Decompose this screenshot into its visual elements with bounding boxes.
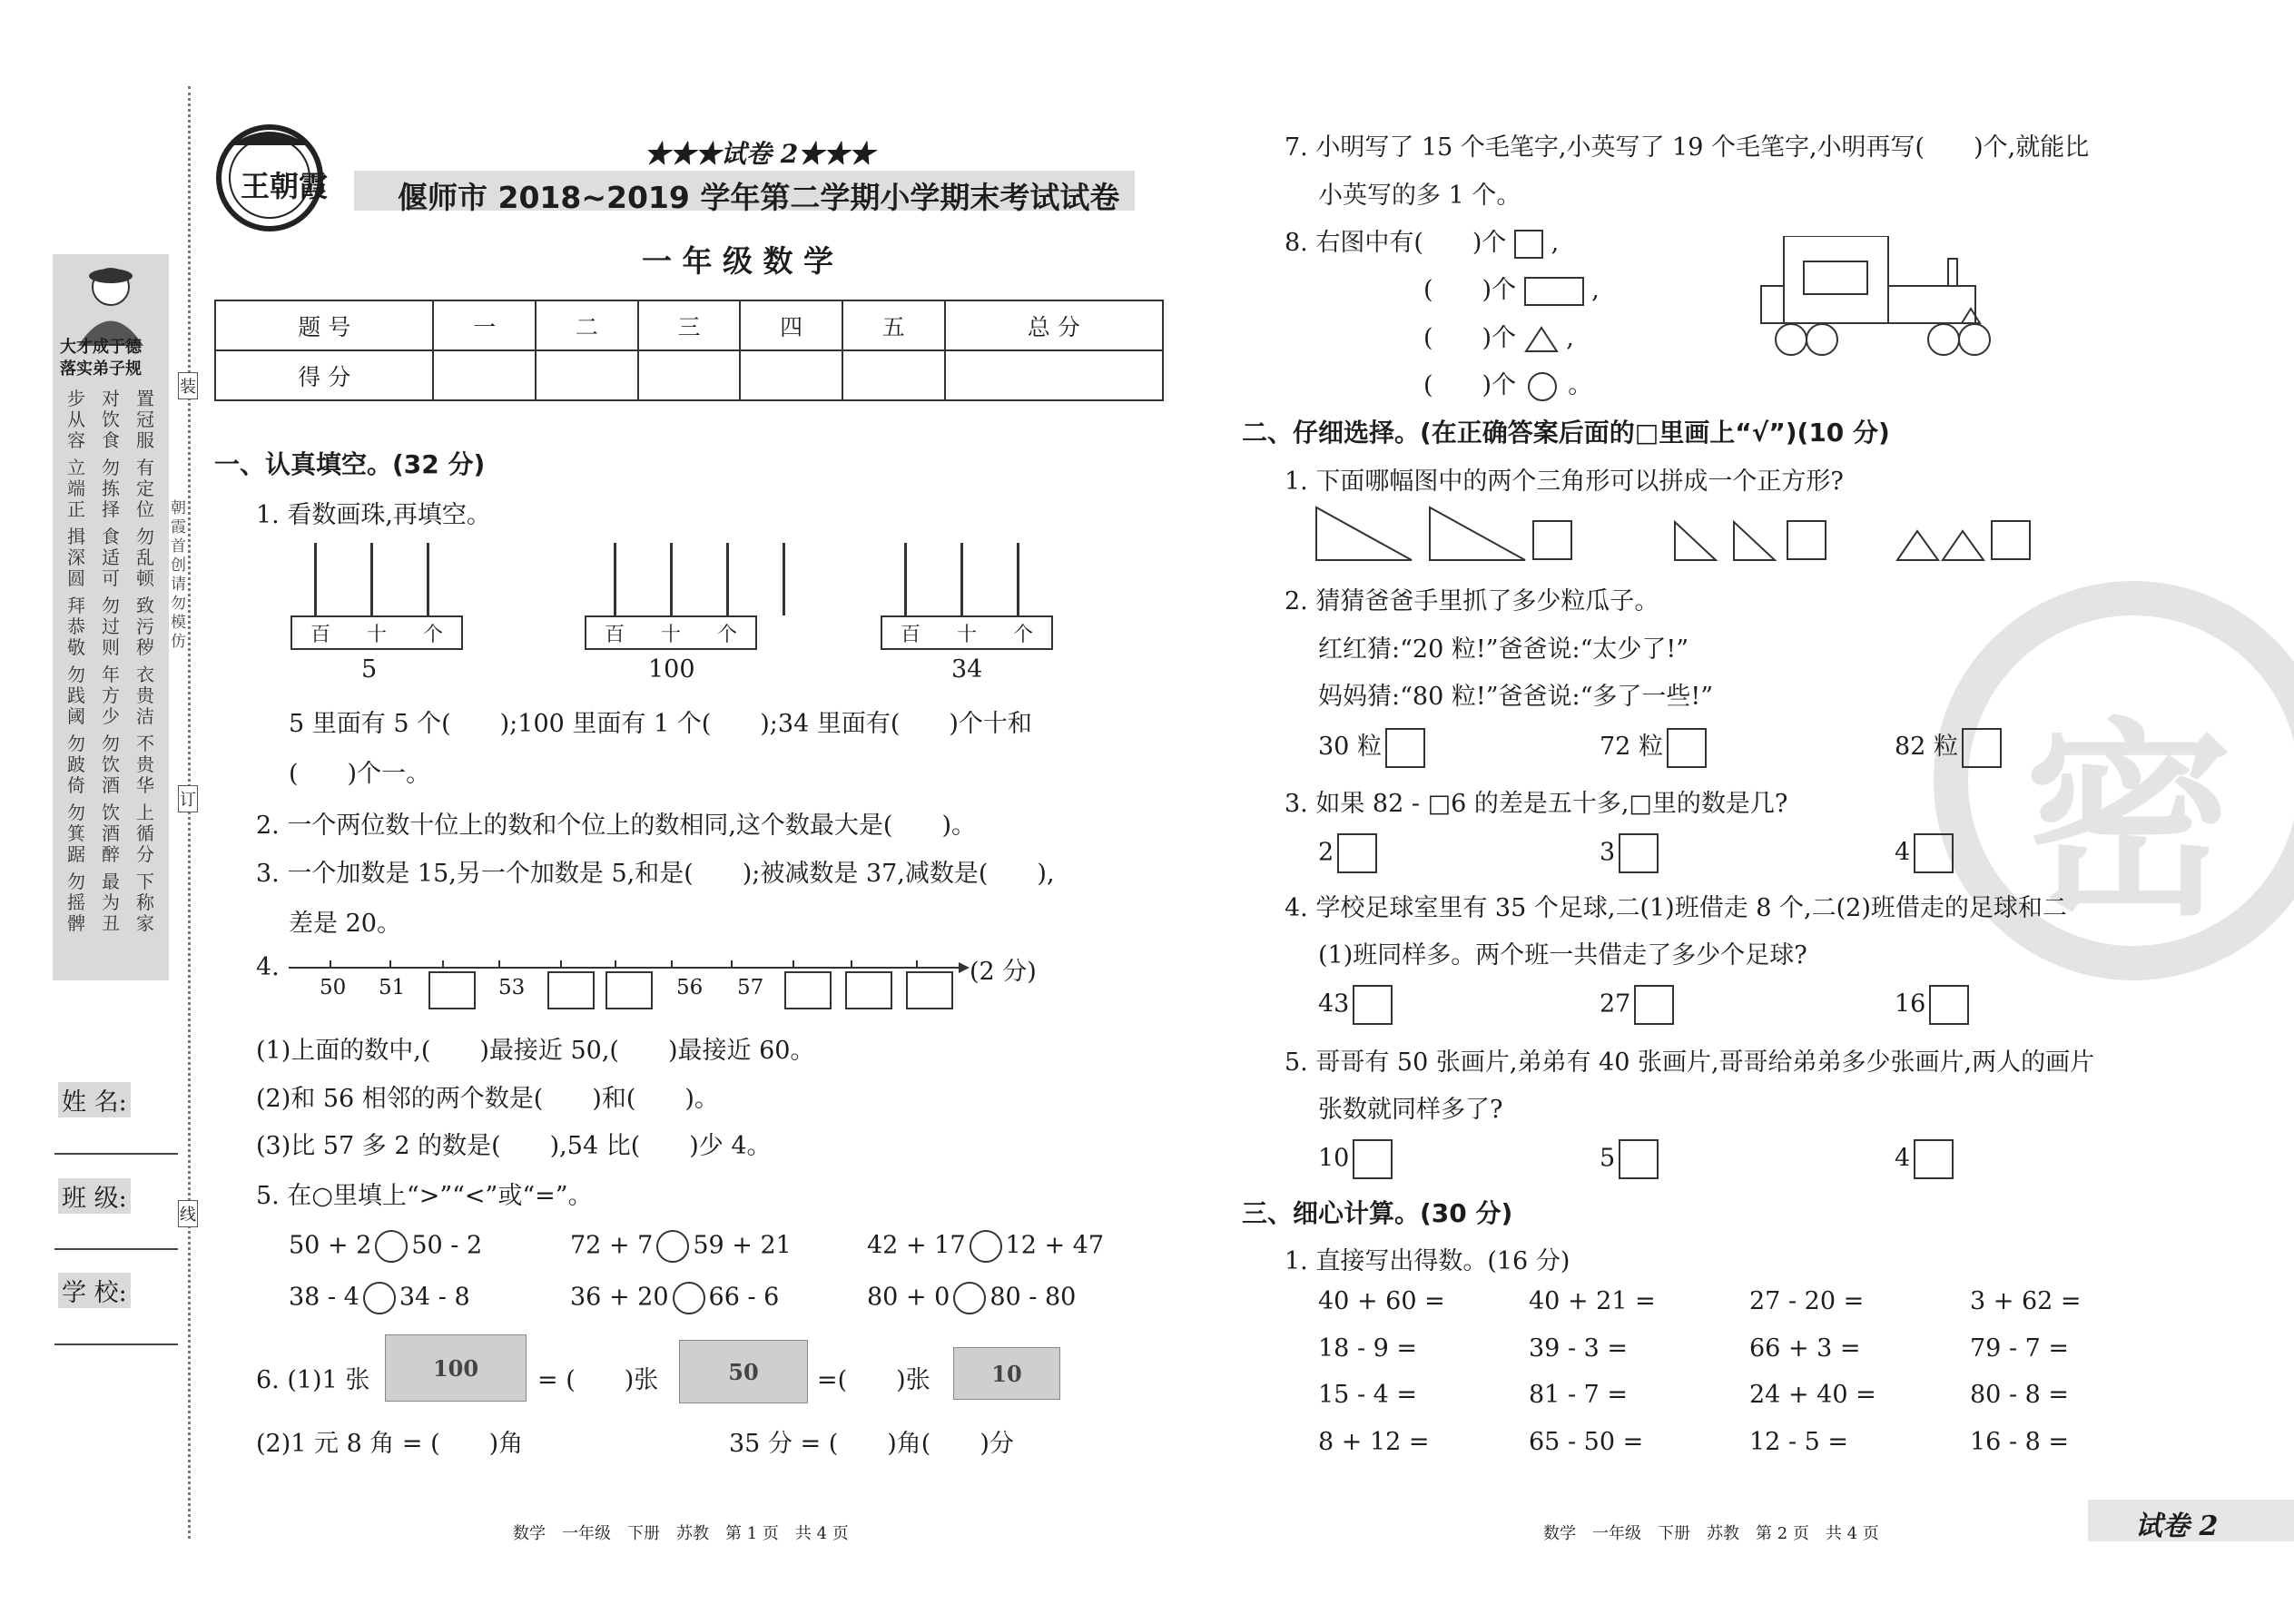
choice-checkbox[interactable] <box>1914 833 1954 873</box>
motto-column: 勿饮酒 <box>102 733 120 796</box>
comparison-left: 38 - 4 <box>289 1283 359 1312</box>
comparison-item <box>570 1230 792 1263</box>
abacus-label: 个 <box>1012 623 1033 646</box>
abacus-label: 个 <box>716 623 737 646</box>
q8-comma-2: , <box>1591 276 1600 304</box>
motto-column: 勿践阈 <box>67 664 85 727</box>
school-field[interactable] <box>54 1343 178 1345</box>
calc-item: 40 + 21 = <box>1529 1287 1656 1315</box>
choice-option <box>1895 833 1954 873</box>
triangle-options-figure <box>1312 504 2038 567</box>
choice-option <box>1895 726 2002 768</box>
nl-box-52[interactable] <box>428 971 476 1009</box>
s1-q4-sub3: (3)比 57 多 2 的数是( ),54 比( )少 4。 <box>256 1132 772 1160</box>
stamp-glyph: 密 <box>2024 702 2234 944</box>
abacus-rod <box>726 543 729 615</box>
choice-value: 27 <box>1600 989 1631 1019</box>
motto-column: 勿摇髀 <box>67 871 85 934</box>
logo-text: 王朝霞 <box>241 169 329 203</box>
motto-column: 步从容 <box>67 388 85 451</box>
section3-title: 三、细心计算。(30 分) <box>1242 1198 1513 1228</box>
s1-q2: 2. 一个两位数十位上的数和个位上的数相同,这个数最大是( )。 <box>256 812 976 840</box>
s1-q5-text: 5. 在○里填上“>”“<”或“=”。 <box>256 1182 593 1210</box>
calc-item: 18 - 9 = <box>1318 1334 1418 1363</box>
motto-column: 不贵华 <box>136 733 154 796</box>
number-line-label: 53 <box>498 976 526 999</box>
s1-q1-line2: ( )个一。 <box>289 760 431 788</box>
cut-mark-2: 订 <box>178 785 198 812</box>
abacus-label: 百 <box>604 623 625 646</box>
choice-checkbox[interactable] <box>1353 985 1393 1025</box>
choice-checkbox[interactable] <box>1962 728 2002 768</box>
score-header-cell: 题 号 <box>215 300 433 350</box>
comparison-left: 80 + 0 <box>867 1283 950 1312</box>
choice-value: 5 <box>1600 1144 1616 1173</box>
score-table <box>214 300 1164 401</box>
motto-column: 勿过则 <box>102 595 120 658</box>
name-field[interactable] <box>54 1153 178 1155</box>
abacus-rod <box>783 543 785 615</box>
abacus-rod <box>960 543 963 615</box>
abacus-rod <box>314 543 317 615</box>
bill-100-value: 100 <box>432 1354 479 1382</box>
motto-column: 对饮食 <box>102 388 120 451</box>
motto-column: 勿跛倚 <box>67 733 85 796</box>
motto-column: 致污秽 <box>136 595 154 658</box>
s1-q4-sub2: (2)和 56 相邻的两个数是( )和( )。 <box>256 1085 719 1113</box>
choice-value: 72 粒 <box>1600 733 1663 761</box>
comparison-right: 50 - 2 <box>411 1231 483 1260</box>
comparison-right: 59 + 21 <box>693 1231 792 1260</box>
number-line-label: 51 <box>379 976 406 999</box>
bill-10-value: 10 <box>991 1360 1022 1387</box>
s3-q1: 1. 直接写出得数。(16 分) <box>1285 1247 1570 1275</box>
cut-mark-3: 线 <box>178 1200 198 1227</box>
abacus-label: 百 <box>310 623 330 646</box>
seal-text: 朝霞首创 请勿模仿 <box>171 499 186 651</box>
compare-circle-input[interactable] <box>375 1230 408 1263</box>
score-cell[interactable] <box>842 350 945 400</box>
s1-q6-eq2: =( )张 <box>817 1366 930 1394</box>
calc-item: 8 + 12 = <box>1318 1428 1430 1456</box>
score-header-cell: 四 <box>740 300 842 350</box>
comparison-left: 50 + 2 <box>289 1231 372 1260</box>
s2-q1-checkbox-a[interactable] <box>1532 520 1572 560</box>
motto-column: 拜恭敬 <box>67 595 85 658</box>
calc-item: 80 - 8 = <box>1970 1381 2070 1409</box>
comparison-item <box>867 1230 1104 1263</box>
footer-right: 数学 一年级 下册 苏教 第 2 页 共 4 页 <box>1543 1524 1879 1543</box>
comparison-item <box>289 1230 482 1263</box>
motto-column: 勿箕踞 <box>67 802 85 865</box>
small-square-icon <box>1514 230 1543 259</box>
choice-checkbox[interactable] <box>1929 985 1969 1025</box>
s2-q2-l1: 红红猜:“20 粒!”爸爸说:“太少了!” <box>1318 635 1689 664</box>
q8-comma-3: , <box>1566 324 1574 352</box>
abacus-number: 34 <box>951 655 983 684</box>
calc-item: 3 + 62 = <box>1970 1287 2082 1315</box>
score-cell[interactable] <box>433 350 536 400</box>
motto-column: 立端正 <box>67 457 85 520</box>
s1-q4-sub1: (1)上面的数中,( )最接近 50,( )最接近 60。 <box>256 1037 815 1065</box>
number-line-label: 50 <box>320 976 347 999</box>
subject-title: 一 年 级 数 学 <box>642 243 833 279</box>
motto-column: 揖深圆 <box>67 526 85 589</box>
binding-dotted-line <box>188 86 191 1539</box>
choice-value: 4 <box>1895 838 1911 867</box>
choice-option <box>1895 985 1969 1025</box>
class-label: 班 级: <box>58 1178 131 1214</box>
score-header-cell: 一 <box>433 300 536 350</box>
score-row-label: 得 分 <box>215 350 433 400</box>
calc-item: 12 - 5 = <box>1749 1428 1849 1456</box>
calc-item: 79 - 7 = <box>1970 1334 2070 1363</box>
q8-period: 。 <box>1568 371 1593 399</box>
abacus-rod <box>670 543 673 615</box>
nl-box-54[interactable] <box>547 971 595 1009</box>
choice-value: 3 <box>1600 838 1616 867</box>
calc-item: 81 - 7 = <box>1529 1381 1629 1409</box>
s1-q3-line1: 3. 一个加数是 15,另一个加数是 5,和是( );被减数是 37,减数是( ), <box>256 860 1055 888</box>
nl-box-59[interactable] <box>845 971 892 1009</box>
abacus-number: 5 <box>361 655 378 684</box>
q8-line4 <box>1423 365 1592 401</box>
s1-q1-line1: 5 里面有 5 个( );100 里面有 1 个( );34 里面有( )个十和 <box>289 710 1032 738</box>
abacus-number: 100 <box>648 655 695 684</box>
score-header-cell: 三 <box>638 300 741 350</box>
q8-line2 <box>1423 270 1600 306</box>
score-header-cell: 总 分 <box>945 300 1164 350</box>
nl-box-58[interactable] <box>784 971 832 1009</box>
comparison-left: 42 + 17 <box>867 1231 966 1260</box>
class-field[interactable] <box>54 1248 178 1250</box>
choice-option <box>1318 1139 1393 1179</box>
cut-mark-1: 装 <box>178 372 198 399</box>
q8-prefix: 8. 右图中有( )个 <box>1285 229 1507 257</box>
choice-checkbox[interactable] <box>1667 728 1707 768</box>
school-label: 学 校: <box>58 1273 131 1308</box>
s2-q5-l2: 张数就同样多了? <box>1318 1096 1503 1124</box>
paper-tag: ★★★试卷 2★★★ <box>645 139 875 169</box>
bill-100-icon <box>385 1334 527 1402</box>
slogan-2: 落实弟子规 <box>60 359 142 379</box>
comparison-item <box>570 1282 779 1314</box>
compare-circle-input[interactable] <box>363 1282 396 1314</box>
abacus-rod <box>1017 543 1019 615</box>
s2-q4-l1: 4. 学校足球室里有 35 个足球,二(1)班借走 8 个,二(2)班借走的足球和二 <box>1285 894 2067 922</box>
abacus-label: 个 <box>422 623 443 646</box>
triangle-icon <box>1524 326 1559 353</box>
motto-column: 勿乱顿 <box>136 526 154 589</box>
motto-column: 上循分 <box>136 802 154 865</box>
compare-circle-input[interactable] <box>970 1230 1002 1263</box>
q7-line1: 7. 小明写了 15 个毛笔字,小英写了 19 个毛笔字,小明再写( )个,就能比 <box>1285 133 2090 162</box>
choice-checkbox[interactable] <box>1914 1139 1954 1179</box>
score-cell[interactable] <box>536 350 638 400</box>
choice-value: 10 <box>1318 1144 1350 1173</box>
score-header-cell: 二 <box>536 300 638 350</box>
bill-50-icon <box>679 1340 808 1403</box>
section1-title: 一、认真填空。(32 分) <box>214 449 486 479</box>
s2-q2: 2. 猜猜爸爸手里抓了多少粒瓜子。 <box>1285 587 1659 615</box>
motto-column: 饮酒醉 <box>102 802 120 865</box>
calc-item: 24 + 40 = <box>1749 1381 1876 1409</box>
choice-option <box>1600 726 1707 768</box>
s2-q1-checkbox-c[interactable] <box>1991 520 2031 560</box>
abacus-label: 十 <box>956 623 977 646</box>
q8-line3 <box>1423 318 1574 353</box>
motto-column: 年方少 <box>102 664 120 727</box>
comparison-right: 66 - 6 <box>708 1283 780 1312</box>
section2-title: 二、仔细选择。(在正确答案后面的□里画上“√”)(10 分) <box>1242 418 1890 448</box>
motto-column: 下称家 <box>136 871 154 934</box>
bill-10-icon <box>953 1347 1060 1400</box>
comparison-left: 72 + 7 <box>570 1231 654 1260</box>
q8-row-2: ( )个 <box>1423 276 1517 304</box>
nl-box-60[interactable] <box>906 971 953 1009</box>
motto-column: 有定位 <box>136 457 154 520</box>
abacus-label: 百 <box>900 623 921 646</box>
abacus-frame[interactable] <box>585 615 757 650</box>
number-line-label: 57 <box>737 976 764 999</box>
footer-left: 数学 一年级 下册 苏教 第 1 页 共 4 页 <box>513 1524 849 1543</box>
choice-option <box>1318 833 1377 873</box>
q7-line2: 小英写的多 1 个。 <box>1318 182 1521 210</box>
nl-box-55[interactable] <box>605 971 653 1009</box>
comparison-right: 34 - 8 <box>399 1283 470 1312</box>
score-cell[interactable] <box>740 350 842 400</box>
calc-item: 39 - 3 = <box>1529 1334 1629 1363</box>
calc-item: 66 + 3 = <box>1749 1334 1861 1363</box>
choice-option <box>1318 726 1425 768</box>
motto-column: 食适可 <box>102 526 120 589</box>
slogan-1: 大才成于德 <box>60 338 142 357</box>
abacus-frame[interactable] <box>290 615 463 650</box>
s1-q6-sub2b: 35 分 = ( )角( )分 <box>729 1430 1014 1458</box>
score-header-cell: 五 <box>842 300 945 350</box>
s1-q4-score: (2 分) <box>970 958 1037 986</box>
comparison-left: 36 + 20 <box>570 1283 669 1312</box>
number-line-label: 56 <box>676 976 704 999</box>
s2-q2-l2: 妈妈猜:“80 粒!”爸爸说:“多了一些!” <box>1318 683 1714 711</box>
calc-item: 65 - 50 = <box>1529 1428 1644 1456</box>
choice-option <box>1600 985 1674 1025</box>
s1-q4-label: 4. <box>256 953 280 981</box>
choice-checkbox[interactable] <box>1337 833 1377 873</box>
abacus-rod <box>904 543 907 615</box>
abacus-rod <box>614 543 616 615</box>
comparison-right: 80 - 80 <box>989 1283 1077 1312</box>
train-figure <box>1757 236 2002 372</box>
bill-50-value: 50 <box>728 1358 759 1385</box>
comparison-item <box>289 1282 470 1314</box>
abacus-label: 十 <box>660 623 681 646</box>
calc-item: 40 + 60 = <box>1318 1287 1445 1315</box>
motto-column: 最为丑 <box>102 871 120 934</box>
circle-icon <box>1528 372 1557 401</box>
q8-comma-1: , <box>1551 229 1560 257</box>
score-cell[interactable] <box>945 350 1164 400</box>
compare-circle-input[interactable] <box>673 1282 705 1314</box>
motto-column: 衣贵洁 <box>136 664 154 727</box>
choice-value: 16 <box>1895 989 1926 1019</box>
s2-q3: 3. 如果 82 - □6 的差是五十多,□里的数是几? <box>1285 790 1788 818</box>
exam-title: 偃师市 2018~2019 学年第二学期小学期末考试试卷 <box>398 180 1120 215</box>
abacus-rod <box>370 543 373 615</box>
abacus-rod <box>427 543 429 615</box>
s2-q4-l2: (1)班同样多。两个班一共借走了多少个足球? <box>1318 941 1807 969</box>
q8-row-3: ( )个 <box>1423 324 1517 352</box>
calc-item: 15 - 4 = <box>1318 1381 1418 1409</box>
choice-checkbox[interactable] <box>1385 728 1425 768</box>
choice-option <box>1318 985 1393 1025</box>
name-label: 姓 名: <box>58 1082 131 1117</box>
calc-item: 16 - 8 = <box>1970 1428 2070 1456</box>
s1-q1-text: 1. 看数画珠,再填空。 <box>256 501 491 529</box>
comparison-item <box>867 1282 1076 1314</box>
comparison-right: 12 + 47 <box>1005 1231 1105 1260</box>
calc-item: 27 - 20 = <box>1749 1287 1865 1315</box>
motto-column: 置冠服 <box>136 388 154 451</box>
abacus-frame[interactable] <box>881 615 1053 650</box>
compare-circle-input[interactable] <box>656 1230 689 1263</box>
q8-row-4: ( )个 <box>1423 371 1517 399</box>
s1-q3-line2: 差是 20。 <box>289 910 401 938</box>
footer-tag: 试卷 2 <box>2135 1511 2219 1542</box>
choice-checkbox[interactable] <box>1353 1139 1393 1179</box>
choice-option <box>1600 1139 1659 1179</box>
motto-column: 勿拣择 <box>102 457 120 520</box>
s2-q1: 1. 下面哪幅图中的两个三角形可以拼成一个正方形? <box>1285 468 1844 496</box>
s1-q6-sub2a: (2)1 元 8 角 = ( )角 <box>256 1430 524 1458</box>
choice-checkbox[interactable] <box>1619 833 1659 873</box>
s2-q5-l1: 5. 哥哥有 50 张画片,弟弟有 40 张画片,哥哥给弟弟多少张画片,两人的画片 <box>1285 1048 2095 1077</box>
choice-value: 30 粒 <box>1318 733 1382 761</box>
choice-value: 2 <box>1318 838 1334 867</box>
s1-q6-prefix: 6. (1)1 张 <box>256 1366 370 1394</box>
compare-circle-input[interactable] <box>953 1282 986 1314</box>
choice-checkbox[interactable] <box>1634 985 1674 1025</box>
abacus-label: 十 <box>366 623 387 646</box>
choice-value: 82 粒 <box>1895 733 1958 761</box>
choice-value: 43 <box>1318 989 1350 1019</box>
q8-line1 <box>1285 222 1559 259</box>
choice-value: 4 <box>1895 1144 1911 1173</box>
choice-option <box>1895 1139 1954 1179</box>
score-cell[interactable] <box>638 350 741 400</box>
rectangle-icon <box>1524 277 1584 306</box>
s1-q6-eq1: = ( )张 <box>537 1366 659 1394</box>
choice-checkbox[interactable] <box>1619 1139 1659 1179</box>
s2-q1-checkbox-b[interactable] <box>1787 520 1826 560</box>
choice-option <box>1600 833 1659 873</box>
